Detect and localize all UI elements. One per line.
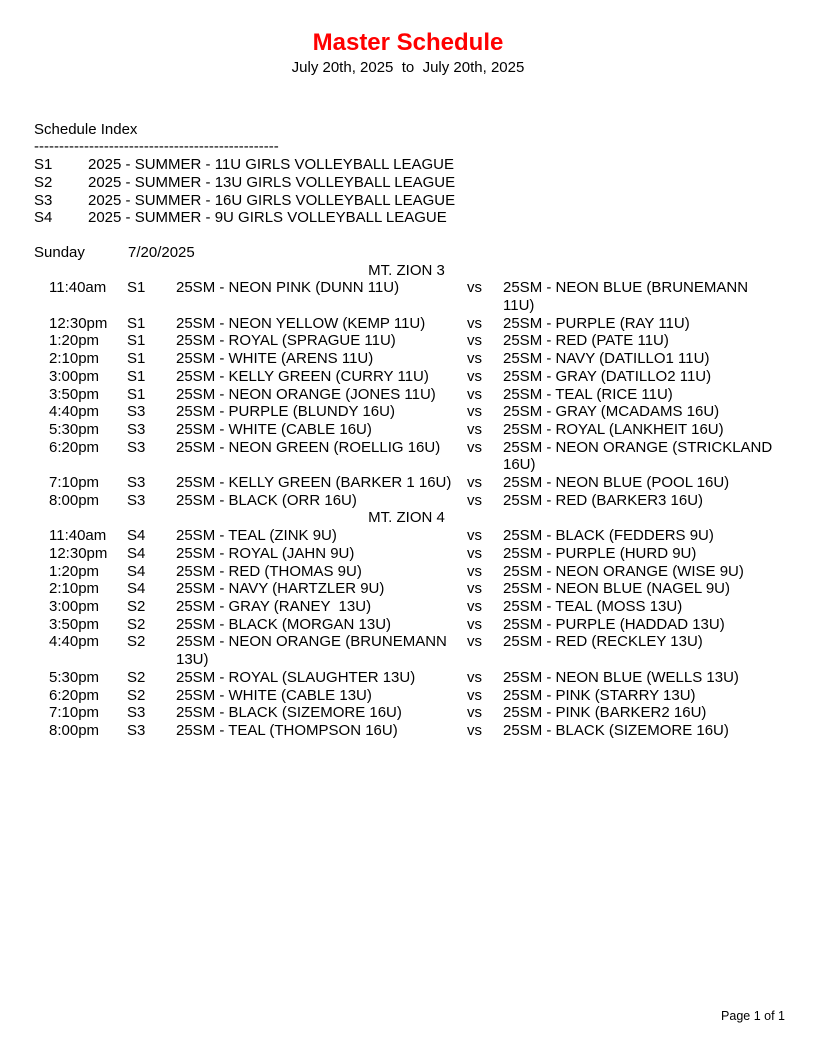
- vs-label: vs: [467, 403, 482, 421]
- page-title: Master Schedule: [312, 29, 504, 56]
- game-time: 3:50pm: [49, 615, 100, 633]
- game-time: 3:00pm: [49, 597, 100, 615]
- league-code: S3: [127, 403, 146, 421]
- home-team: 25SM - PURPLE (BLUNDY 16U): [176, 403, 395, 421]
- league-code: S2: [127, 686, 146, 704]
- game-row: [34, 580, 779, 598]
- vs-label: vs: [467, 350, 482, 368]
- game-time: 11:40am: [49, 279, 107, 297]
- home-team: 25SM - NEON PINK (DUNN 11U): [176, 279, 400, 297]
- game-time: 12:30pm: [49, 544, 108, 562]
- schedule-body: [34, 262, 779, 740]
- game-row: [34, 439, 779, 474]
- vs-label: vs: [467, 279, 482, 297]
- schedule-index-heading: Schedule Index: [34, 120, 138, 138]
- league-code: S2: [127, 615, 146, 633]
- day-name: Sunday: [34, 243, 85, 261]
- home-team: 25SM - NEON YELLOW (KEMP 11U): [176, 314, 426, 332]
- home-team: 25SM - BLACK (MORGAN 13U): [176, 615, 392, 633]
- day-header: [34, 244, 816, 262]
- league-code: S4: [127, 580, 146, 598]
- away-team: 25SM - RED (RECKLEY 13U): [503, 633, 703, 651]
- league-code: S1: [127, 279, 146, 297]
- home-team: 25SM - TEAL (THOMPSON 16U): [176, 721, 398, 739]
- home-team: 25SM - ROYAL (SLAUGHTER 13U): [176, 668, 416, 686]
- vs-label: vs: [467, 721, 482, 739]
- game-row: [34, 722, 779, 740]
- home-team: 25SM - KELLY GREEN (BARKER 1 16U): [176, 474, 452, 492]
- away-team: 25SM - BLACK (FEDDERS 9U): [503, 527, 714, 545]
- vs-label: vs: [467, 314, 482, 332]
- home-team: 25SM - WHITE (ARENS 11U): [176, 350, 374, 368]
- vs-label: vs: [467, 562, 482, 580]
- away-team: 25SM - PINK (BARKER2 16U): [503, 704, 707, 722]
- away-team: 25SM - TEAL (RICE 11U): [503, 385, 673, 403]
- home-team: 25SM - BLACK (SIZEMORE 16U): [176, 704, 402, 722]
- league-code: S4: [127, 544, 146, 562]
- game-row: [34, 598, 779, 616]
- home-team: 25SM - ROYAL (JAHN 9U): [176, 544, 355, 562]
- vs-label: vs: [467, 491, 482, 509]
- away-team: 25SM - PURPLE (RAY 11U): [503, 314, 690, 332]
- date-range: July 20th, 2025 to July 20th, 2025: [291, 59, 525, 76]
- away-team: 25SM - NEON ORANGE (STRICKLAND 16U): [503, 438, 777, 474]
- home-team: 25SM - TEAL (ZINK 9U): [176, 527, 337, 545]
- away-team: 25SM - TEAL (MOSS 13U): [503, 597, 683, 615]
- away-team: 25SM - PINK (STARRY 13U): [503, 686, 696, 704]
- vs-label: vs: [467, 367, 482, 385]
- away-team: 25SM - GRAY (DATILLO2 11U): [503, 367, 712, 385]
- league-code: S1: [127, 385, 146, 403]
- page-number: Page 1 of 1: [721, 1009, 785, 1023]
- league-code: S3: [127, 721, 146, 739]
- game-time: 2:10pm: [49, 580, 100, 598]
- league-code: S3: [127, 438, 146, 456]
- home-team: 25SM - BLACK (ORR 16U): [176, 491, 357, 509]
- vs-label: vs: [467, 686, 482, 704]
- away-team: 25SM - NEON ORANGE (WISE 9U): [503, 562, 744, 580]
- game-row: [34, 315, 779, 333]
- game-time: 6:20pm: [49, 438, 100, 456]
- league-code: S3: [127, 704, 146, 722]
- game-row: [34, 633, 779, 668]
- league-code: S3: [127, 420, 146, 438]
- vs-label: vs: [467, 438, 482, 456]
- game-time: 3:00pm: [49, 367, 100, 385]
- index-divider: -------------------------------------------------: [34, 138, 279, 156]
- game-time: 3:50pm: [49, 385, 100, 403]
- game-time: 8:00pm: [49, 491, 100, 509]
- vs-label: vs: [467, 474, 482, 492]
- index-item: [34, 156, 816, 174]
- game-row: [34, 403, 779, 421]
- home-team: 25SM - NEON GREEN (ROELLIG 16U): [176, 438, 441, 456]
- vs-label: vs: [467, 580, 482, 598]
- league-code: S2: [127, 633, 146, 651]
- game-time: 7:10pm: [49, 474, 100, 492]
- schedule-index-list: [34, 156, 816, 227]
- vs-label: vs: [467, 332, 482, 350]
- game-row: [34, 350, 779, 368]
- game-row: [34, 474, 779, 492]
- game-time: 11:40am: [49, 527, 107, 545]
- home-team: 25SM - WHITE (CABLE 13U): [176, 686, 372, 704]
- game-row: [34, 421, 779, 439]
- schedule-index: [34, 121, 816, 227]
- vs-label: vs: [467, 615, 482, 633]
- index-item: [34, 192, 816, 210]
- home-team: 25SM - NEON ORANGE (BRUNEMANN 13U): [176, 633, 452, 669]
- league-code: S2: [127, 597, 146, 615]
- vs-label: vs: [467, 633, 482, 651]
- league-code: S1: [127, 332, 146, 350]
- game-time: 7:10pm: [49, 704, 100, 722]
- home-team: 25SM - NEON ORANGE (JONES 11U): [176, 385, 436, 403]
- league-code: S1: [127, 350, 146, 368]
- game-time: 6:20pm: [49, 686, 100, 704]
- index-label: 2025 - SUMMER - 11U GIRLS VOLLEYBALL LEAGUE: [88, 156, 454, 174]
- away-team: 25SM - ROYAL (LANKHEIT 16U): [503, 420, 724, 438]
- league-code: S1: [127, 314, 146, 332]
- away-team: 25SM - BLACK (SIZEMORE 16U): [503, 721, 729, 739]
- index-label: 2025 - SUMMER - 9U GIRLS VOLLEYBALL LEAGUE: [88, 209, 447, 227]
- vs-label: vs: [467, 704, 482, 722]
- league-code: S4: [127, 527, 146, 545]
- day-date: 7/20/2025: [128, 243, 195, 261]
- away-team: 25SM - PURPLE (HADDAD 13U): [503, 615, 725, 633]
- index-code: S3: [34, 191, 53, 209]
- index-code: S1: [34, 156, 53, 174]
- game-row: [34, 527, 779, 545]
- vs-label: vs: [467, 544, 482, 562]
- home-team: 25SM - RED (THOMAS 9U): [176, 562, 362, 580]
- game-time: 4:40pm: [49, 403, 100, 421]
- league-code: S3: [127, 474, 146, 492]
- game-row: [34, 563, 779, 581]
- vs-label: vs: [467, 597, 482, 615]
- game-time: 4:40pm: [49, 633, 100, 651]
- game-time: 5:30pm: [49, 420, 100, 438]
- vs-label: vs: [467, 527, 482, 545]
- home-team: 25SM - GRAY (RANEY 13U): [176, 597, 372, 615]
- game-row: [34, 368, 779, 386]
- game-time: 1:20pm: [49, 332, 100, 350]
- index-label: 2025 - SUMMER - 13U GIRLS VOLLEYBALL LEAGUE: [88, 173, 456, 191]
- game-row: [34, 386, 779, 404]
- away-team: 25SM - NEON BLUE (POOL 16U): [503, 474, 730, 492]
- game-time: 12:30pm: [49, 314, 108, 332]
- away-team: 25SM - NEON BLUE (NAGEL 9U): [503, 580, 730, 598]
- venue-header: MT. ZION 4: [368, 509, 445, 527]
- away-team: 25SM - NAVY (DATILLO1 11U): [503, 350, 710, 368]
- vs-label: vs: [467, 420, 482, 438]
- league-code: S2: [127, 668, 146, 686]
- game-row: [34, 279, 779, 314]
- index-item: [34, 209, 816, 227]
- away-team: 25SM - PURPLE (HURD 9U): [503, 544, 697, 562]
- league-code: S1: [127, 367, 146, 385]
- away-team: 25SM - NEON BLUE (WELLS 13U): [503, 668, 739, 686]
- index-label: 2025 - SUMMER - 16U GIRLS VOLLEYBALL LEAGUE: [88, 191, 456, 209]
- league-code: S3: [127, 491, 146, 509]
- away-team: 25SM - RED (BARKER3 16U): [503, 491, 704, 509]
- game-time: 2:10pm: [49, 350, 100, 368]
- away-team: 25SM - NEON BLUE (BRUNEMANN 11U): [503, 279, 753, 315]
- game-row: [34, 545, 779, 563]
- home-team: 25SM - ROYAL (SPRAGUE 11U): [176, 332, 396, 350]
- game-time: 5:30pm: [49, 668, 100, 686]
- league-code: S4: [127, 562, 146, 580]
- home-team: 25SM - KELLY GREEN (CURRY 11U): [176, 367, 429, 385]
- game-row: [34, 687, 779, 705]
- game-row: [34, 616, 779, 634]
- home-team: 25SM - WHITE (CABLE 16U): [176, 420, 372, 438]
- home-team: 25SM - NAVY (HARTZLER 9U): [176, 580, 385, 598]
- game-row: [34, 332, 779, 350]
- venue-header: MT. ZION 3: [368, 261, 445, 279]
- game-row: [34, 669, 779, 687]
- index-code: S4: [34, 209, 53, 227]
- away-team: 25SM - GRAY (MCADAMS 16U): [503, 403, 720, 421]
- index-item: [34, 174, 816, 192]
- vs-label: vs: [467, 385, 482, 403]
- game-time: 1:20pm: [49, 562, 100, 580]
- game-time: 8:00pm: [49, 721, 100, 739]
- index-code: S2: [34, 173, 53, 191]
- away-team: 25SM - RED (PATE 11U): [503, 332, 669, 350]
- game-row: [34, 704, 779, 722]
- vs-label: vs: [467, 668, 482, 686]
- game-row: [34, 492, 779, 510]
